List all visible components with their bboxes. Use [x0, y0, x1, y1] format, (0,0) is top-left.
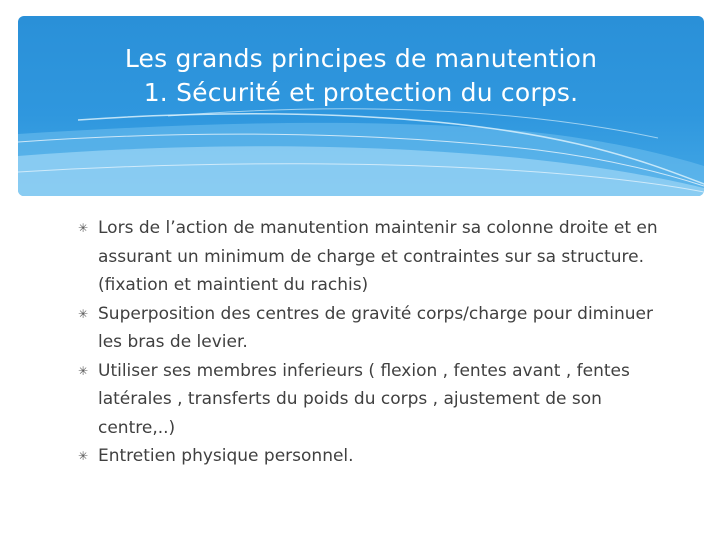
asterisk-icon: ✳ [78, 449, 89, 463]
list-item [78, 214, 658, 300]
bullet-text: Lors de l’action de manutention maintenir sa colonne droite et en assurant un minimum de charge et contraintes sur sa structure.(fixation et maintient du rachis) [98, 218, 658, 295]
bullet-text: Superposition des centres de gravité corps/charge pour diminuer les bras de levier. [98, 303, 653, 352]
slide-title-line1: Les grands principes de manutention [124, 44, 598, 73]
bullet-text: Utiliser ses membres inferieurs ( flexion , fentes avant , fentes latérales , transferts du poids du corps , ajustement de son centre,..) [98, 360, 630, 438]
bullet-text: Entretien physique personnel. [98, 446, 354, 466]
asterisk-icon: ✳ [78, 363, 89, 378]
list-item [78, 300, 658, 357]
title-panel [18, 16, 704, 196]
asterisk-icon: ✳ [78, 221, 89, 235]
bullet-list [78, 214, 658, 471]
asterisk-icon: ✳ [78, 306, 89, 321]
slide-title-line2: 1. Sécurité et protection du corps. [143, 78, 579, 107]
list-item [78, 357, 658, 443]
list-item [78, 442, 658, 471]
slide-title [18, 42, 704, 110]
